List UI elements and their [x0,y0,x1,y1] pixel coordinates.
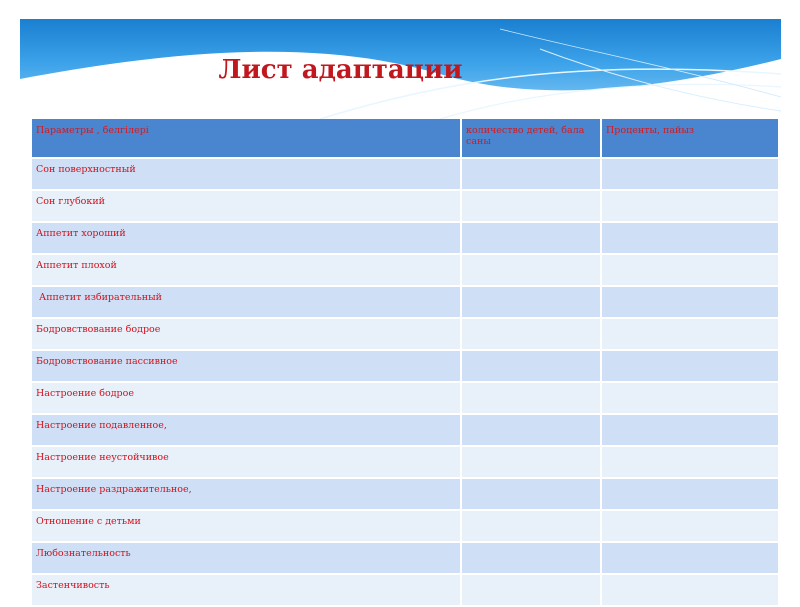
row-parameter: Настроение подавленное, [32,415,460,445]
children-count-cell[interactable] [462,287,600,317]
percent-cell[interactable] [602,479,778,509]
header-parameters: Параметры , белгілері [32,119,460,157]
adaptation-table-wrapper [30,117,778,607]
table-row [32,447,778,477]
row-parameter: Отношение с детьми [32,511,460,541]
page-title: Лист адаптации [218,55,463,85]
row-parameter: Аппетит плохой [32,255,460,285]
table-row [32,543,778,573]
percent-cell[interactable] [602,159,778,189]
row-parameter: Сон глубокий [32,191,460,221]
table-row [32,479,778,509]
children-count-cell[interactable] [462,479,600,509]
table-row [32,223,778,253]
children-count-cell[interactable] [462,319,600,349]
row-parameter: Сон поверхностный [32,159,460,189]
table-row [32,415,778,445]
row-parameter: Застенчивость [32,575,460,605]
table-row [32,255,778,285]
percent-cell[interactable] [602,383,778,413]
percent-cell[interactable] [602,319,778,349]
percent-cell[interactable] [602,447,778,477]
adaptation-table [30,117,780,607]
percent-cell[interactable] [602,255,778,285]
row-parameter: Настроение раздражительное, [32,479,460,509]
header-percent: Проценты, пайыз [602,119,778,157]
children-count-cell[interactable] [462,575,600,605]
row-parameter: Любознательность [32,543,460,573]
percent-cell[interactable] [602,191,778,221]
table-row [32,159,778,189]
percent-cell[interactable] [602,511,778,541]
children-count-cell[interactable] [462,159,600,189]
table-row [32,319,778,349]
percent-cell[interactable] [602,543,778,573]
percent-cell[interactable] [602,575,778,605]
table-row [32,383,778,413]
children-count-cell[interactable] [462,223,600,253]
percent-cell[interactable] [602,287,778,317]
children-count-cell[interactable] [462,351,600,381]
row-parameter: Аппетит избирательный [32,287,460,317]
percent-cell[interactable] [602,223,778,253]
children-count-cell[interactable] [462,543,600,573]
table-row [32,287,778,317]
children-count-cell[interactable] [462,511,600,541]
children-count-cell[interactable] [462,415,600,445]
children-count-cell[interactable] [462,447,600,477]
row-parameter: Настроение неустойчивое [32,447,460,477]
row-parameter: Настроение бодрое [32,383,460,413]
table-header-row [32,119,778,157]
percent-cell[interactable] [602,415,778,445]
header-children-count: количество детей, бала саны [462,119,600,157]
table-row [32,575,778,605]
row-parameter: Аппетит хороший [32,223,460,253]
row-parameter: Бодровствование бодрое [32,319,460,349]
children-count-cell[interactable] [462,255,600,285]
row-parameter: Бодровствование пассивное [32,351,460,381]
table-row [32,511,778,541]
percent-cell[interactable] [602,351,778,381]
children-count-cell[interactable] [462,383,600,413]
table-row [32,351,778,381]
table-row [32,191,778,221]
children-count-cell[interactable] [462,191,600,221]
